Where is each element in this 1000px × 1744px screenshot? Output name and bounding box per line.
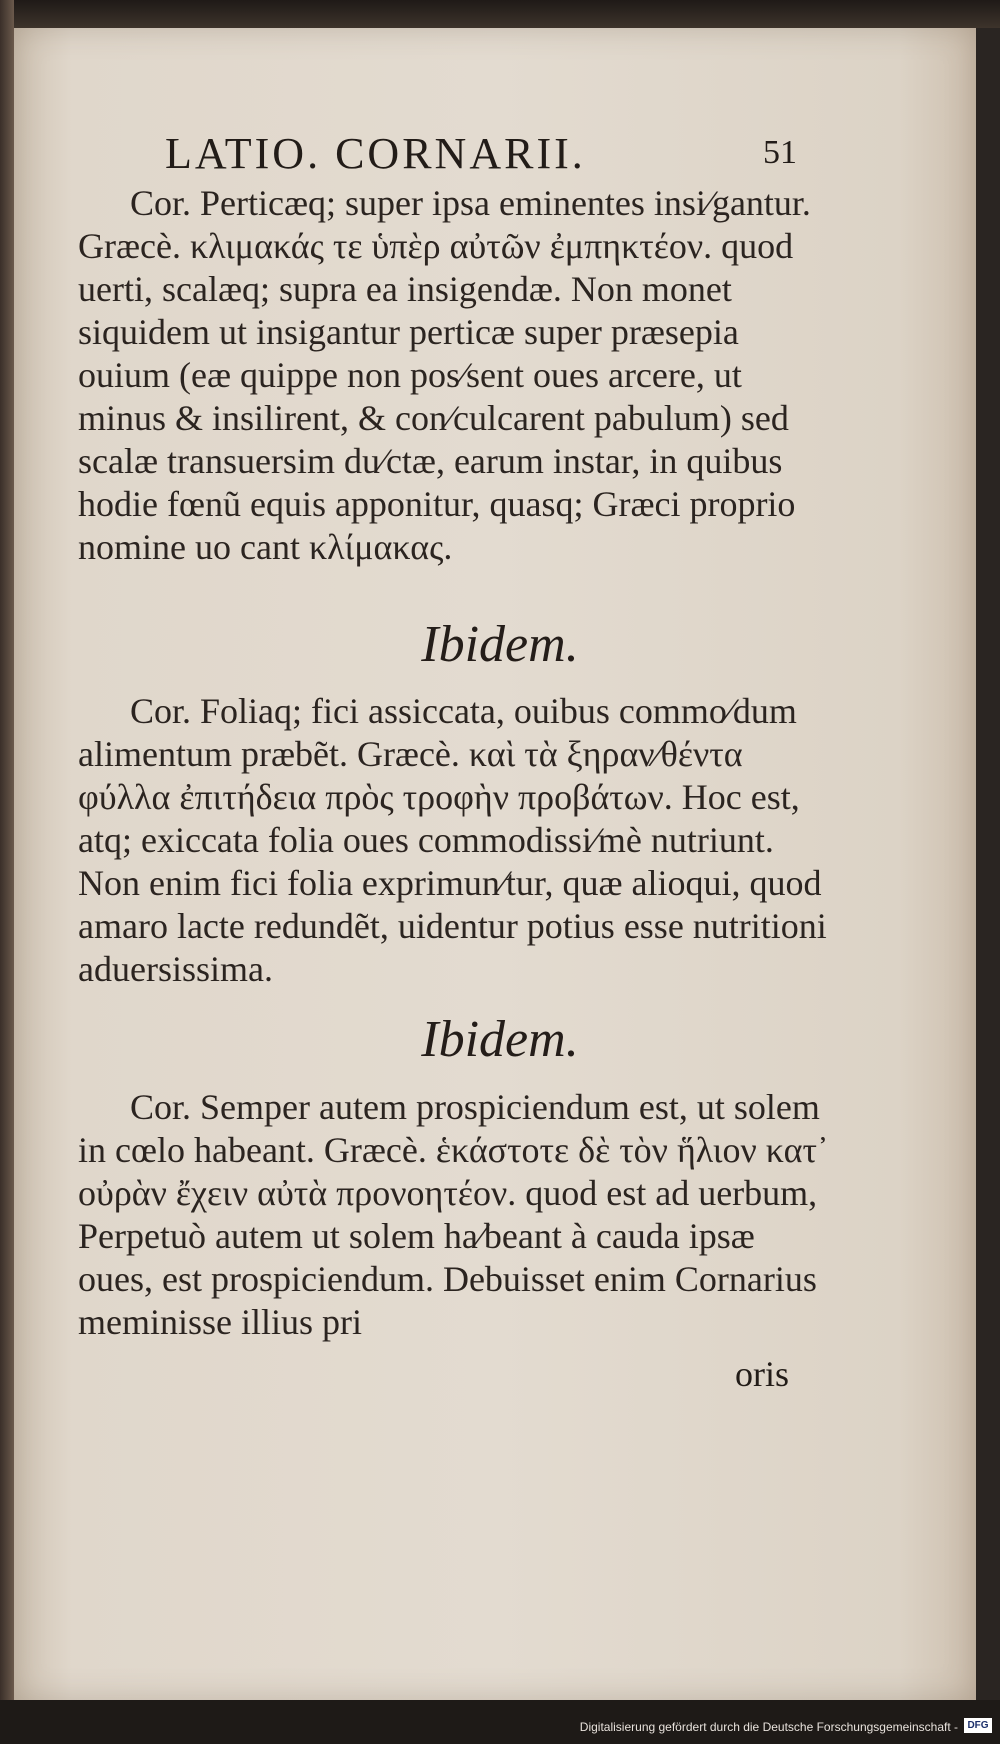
page-header [165,128,805,178]
dfg-logo: DFG [964,1718,992,1733]
paragraph-3 [78,1086,838,1344]
paragraph-3-text: Cor. Semper autem prospiciendum est, ut solem in cœlo habeant. Græcè. ἑκάστοτε δὲ τὸν ἥλιον κατ᾽ οὐρὰν ἔχειν αὐτὰ προνοητέον. quod est ad uerbum, Perpetuò autem ut solem ha⁄beant à cauda ipsæ oues, est prospiciendum. Debuisset enim Cornarius meminisse illius pri [78,1087,829,1342]
paragraph-1 [78,182,838,569]
page-number: 51 [763,134,797,171]
funding-credit: Digitalisierung gefördert durch die Deutsche Forschungsgemeinschaft - [579,1720,958,1734]
book-spine-edge [0,0,14,1744]
section-title-ibidem-2: Ibidem. [421,1011,579,1068]
paragraph-1-text: Cor. Perticæq; super ipsa eminentes insi⁄gantur. Græcè. κλιμακάς τε ὑπὲρ αὐτῶν ἐμπηκτέον. quod uerti, scalæq; supra ea insigendæ. Non monet siquidem ut insigantur perticæ super præsepia ouium (eæ quippe non pos⁄sent oues arcere, ut minus & insilirent, & con⁄culcarent pabulum) sed scalæ transuersim du⁄ctæ, earum instar, in quibus hodie fœnũ equis apponitur, quasq; Græci proprio nomine uo cant κλίμακας. [78,183,811,567]
running-head: LATIO. CORNARII. [165,129,586,178]
paragraph-2-text: Cor. Foliaq; fici assiccata, ouibus commo⁄dum alimentum præbẽt. Græcè. καὶ τὰ ξηραν⁄θέντα φύλλα ἐπιτήδεια πρὸς τροφὴν προβάτων. Hoc est, atq; exiccata folia oues commodissi⁄mè nutriunt. Non enim fici folia exprimun⁄tur, quæ alioqui, quod amaro lacte redundẽt, uidentur potius esse nutritioni aduersissima. [78,691,827,989]
catchword: oris [735,1354,789,1394]
paragraph-2 [78,690,838,991]
section-title-ibidem-1: Ibidem. [421,616,579,673]
book-top-edge [0,0,1000,28]
